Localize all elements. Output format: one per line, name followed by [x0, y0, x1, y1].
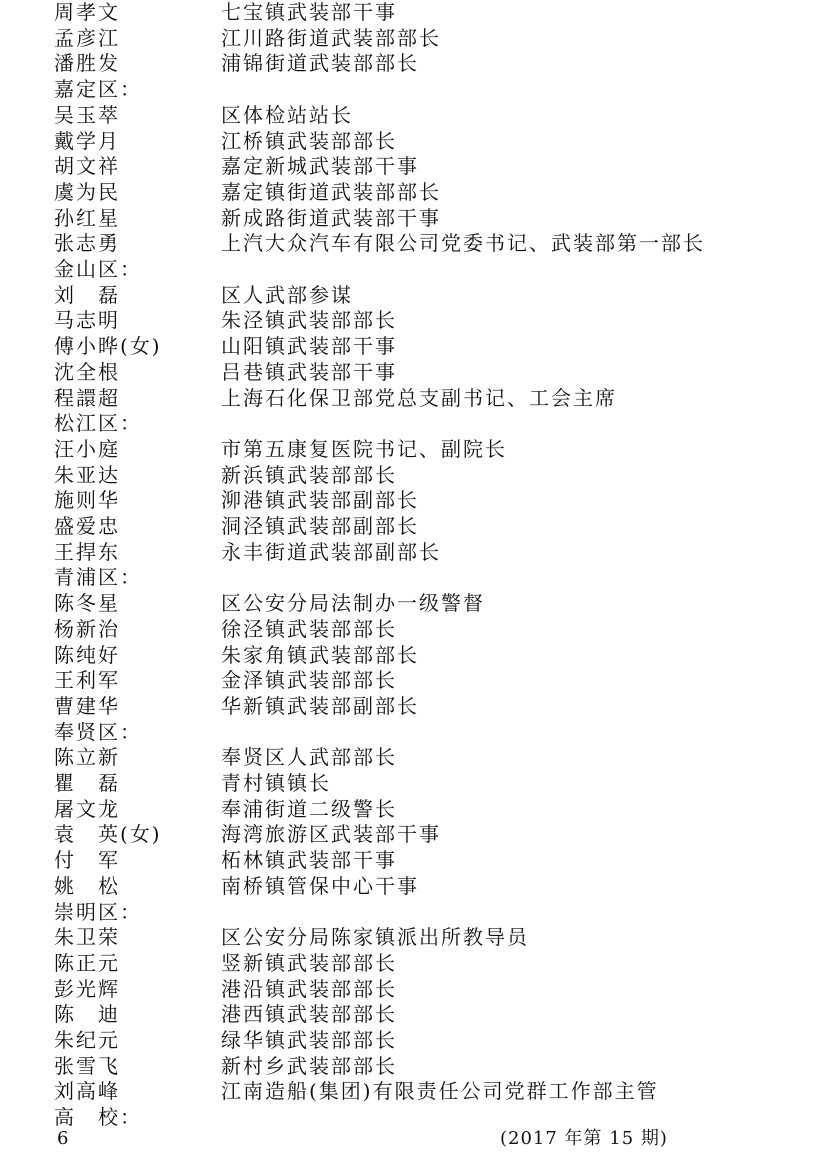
- person-position: 山阳镇武装部干事: [221, 334, 397, 359]
- roster-row: [0, 540, 827, 566]
- roster-row: [0, 694, 827, 720]
- roster-row: [0, 1028, 827, 1054]
- district-name: 金山区：: [54, 257, 142, 281]
- person-position: 泖港镇武装部副部长: [221, 488, 419, 513]
- roster-row: [0, 231, 827, 257]
- roster-row: [0, 51, 827, 77]
- person-name: 盛爱忠: [54, 514, 120, 538]
- person-position: 柘林镇武装部干事: [221, 848, 397, 873]
- person-name: 刘高峰: [54, 1079, 120, 1104]
- roster-row: [0, 26, 827, 52]
- roster-row: [0, 386, 827, 412]
- district-name: 奉贤区：: [54, 719, 142, 744]
- roster-row: [0, 360, 827, 386]
- roster-row: [0, 180, 827, 206]
- person-name: 张志勇: [54, 231, 120, 256]
- roster-row: [0, 1054, 827, 1080]
- district-heading: [0, 1105, 827, 1131]
- person-name: 施则华: [54, 488, 120, 513]
- roster-row: [0, 334, 827, 360]
- district-name: 青浦区：: [54, 565, 142, 590]
- person-position: 朱家角镇武装部部长: [221, 642, 419, 667]
- person-position: 朱泾镇武装部部长: [221, 308, 397, 333]
- person-position: 新浜镇武装部部长: [221, 462, 397, 487]
- person-name: 屠文龙: [54, 796, 120, 821]
- person-name: 朱卫荣: [54, 925, 120, 950]
- district-name: 松江区：: [54, 411, 142, 436]
- roster-row: [0, 591, 827, 617]
- person-position: 金泽镇武装部部长: [221, 668, 397, 693]
- person-name: 张雪飞: [54, 1053, 120, 1078]
- person-name: 刘 磊: [54, 282, 120, 307]
- person-position: 徐泾镇武装部部长: [221, 616, 397, 641]
- roster-row: [0, 463, 827, 489]
- issue-label: (2017 年第 15 期): [500, 1128, 668, 1149]
- roster-row: [0, 643, 827, 669]
- roster-row: [0, 771, 827, 797]
- person-position: 永丰街道武装部副部长: [221, 539, 441, 564]
- district-heading: [0, 411, 827, 437]
- district-heading: [0, 77, 827, 103]
- roster-row: [0, 925, 827, 951]
- roster-row: [0, 103, 827, 129]
- roster-row: [0, 848, 827, 874]
- person-position: 区人武部参谋: [221, 282, 353, 307]
- roster-row: [0, 488, 827, 514]
- person-position: 上汽大众汽车有限公司党委书记、武装部第一部长: [221, 231, 705, 256]
- person-name: 沈全根: [54, 359, 120, 384]
- roster-row: [0, 797, 827, 823]
- person-name: 瞿 磊: [54, 771, 120, 795]
- person-position: 绿华镇武装部部长: [221, 1028, 397, 1052]
- roster-row: [0, 951, 827, 977]
- district-name: 高 校：: [54, 1105, 142, 1130]
- roster-row: [0, 745, 827, 771]
- person-name: 虞为民: [54, 179, 120, 204]
- person-name: 袁 英(女): [54, 822, 162, 847]
- district-heading: [0, 565, 827, 591]
- person-name: 陈冬星: [54, 591, 120, 616]
- page-number: 6: [57, 1128, 69, 1149]
- person-position: 七宝镇武装部干事: [221, 0, 397, 24]
- district-heading: [0, 720, 827, 746]
- person-name: 傅小晔(女): [54, 334, 162, 359]
- person-name: 胡文祥: [54, 154, 120, 179]
- person-name: 孙红星: [54, 205, 120, 230]
- person-position: 奉贤区人武部部长: [221, 745, 397, 770]
- roster-row: [0, 617, 827, 643]
- person-position: 港西镇武装部部长: [221, 1002, 397, 1027]
- person-name: 马志明: [54, 308, 120, 333]
- person-position: 上海石化保卫部党总支副书记、工会主席: [221, 385, 617, 410]
- person-position: 江川路街道武装部部长: [221, 25, 441, 50]
- district-name: 崇明区：: [54, 899, 142, 924]
- person-name: 陈 迪: [54, 1002, 120, 1027]
- roster-row: [0, 874, 827, 900]
- person-position: 奉浦街道二级警长: [221, 796, 397, 821]
- person-name: 戴学月: [54, 128, 120, 153]
- person-name: 陈纯好: [54, 642, 120, 667]
- person-position: 新村乡武装部部长: [221, 1053, 397, 1078]
- person-position: 洞泾镇武装部副部长: [221, 514, 419, 538]
- person-position: 江南造船(集团)有限责任公司党群工作部主管: [221, 1079, 659, 1104]
- person-position: 区公安分局法制办一级警督: [221, 591, 485, 616]
- person-position: 区体检站站长: [221, 102, 353, 127]
- person-name: 朱亚达: [54, 462, 120, 487]
- roster-row: [0, 283, 827, 309]
- roster-row: [0, 154, 827, 180]
- roster-row: [0, 0, 827, 26]
- district-heading: [0, 257, 827, 283]
- person-name: 朱纪元: [54, 1028, 120, 1052]
- roster-row: [0, 308, 827, 334]
- roster-row: [0, 437, 827, 463]
- roster-row: [0, 1079, 827, 1105]
- person-name: 姚 松: [54, 873, 120, 898]
- roster-row: [0, 977, 827, 1003]
- person-position: 海湾旅游区武装部干事: [221, 822, 441, 847]
- person-name: 曹建华: [54, 693, 120, 718]
- person-name: 汪小庭: [54, 436, 120, 461]
- roster-row: [0, 668, 827, 694]
- person-name: 杨新治: [54, 616, 120, 641]
- person-name: 王捍东: [54, 539, 120, 564]
- person-name: 潘胜发: [54, 51, 120, 76]
- district-heading: [0, 900, 827, 926]
- person-name: 彭光辉: [54, 976, 120, 1001]
- person-position: 竖新镇武装部部长: [221, 950, 397, 975]
- person-name: 陈正元: [54, 950, 120, 975]
- person-name: 吴玉萃: [54, 102, 120, 127]
- person-position: 江桥镇武装部部长: [221, 128, 397, 153]
- person-position: 市第五康复医院书记、副院长: [221, 436, 507, 461]
- roster-row: [0, 822, 827, 848]
- person-position: 嘉定镇街道武装部部长: [221, 179, 441, 204]
- person-position: 吕巷镇武装部干事: [221, 359, 397, 384]
- person-position: 区公安分局陈家镇派出所教导员: [221, 925, 529, 950]
- roster-row: [0, 206, 827, 232]
- person-position: 港沿镇武装部部长: [221, 976, 397, 1001]
- district-name: 嘉定区：: [54, 77, 142, 102]
- person-name: 周孝文: [54, 0, 120, 24]
- person-position: 南桥镇管保中心干事: [221, 873, 419, 898]
- person-name: 程譞超: [54, 385, 120, 410]
- roster-row: [0, 514, 827, 540]
- person-position: 青村镇镇长: [221, 771, 331, 795]
- person-name: 王利军: [54, 668, 120, 693]
- person-position: 新成路街道武装部干事: [221, 205, 441, 230]
- person-position: 华新镇武装部副部长: [221, 693, 419, 718]
- roster-row: [0, 1002, 827, 1028]
- person-name: 陈立新: [54, 745, 120, 770]
- person-name: 孟彦江: [54, 25, 120, 50]
- person-position: 嘉定新城武装部干事: [221, 154, 419, 179]
- person-position: 浦锦街道武装部部长: [221, 51, 419, 76]
- roster-row: [0, 129, 827, 155]
- person-name: 付 军: [54, 848, 120, 873]
